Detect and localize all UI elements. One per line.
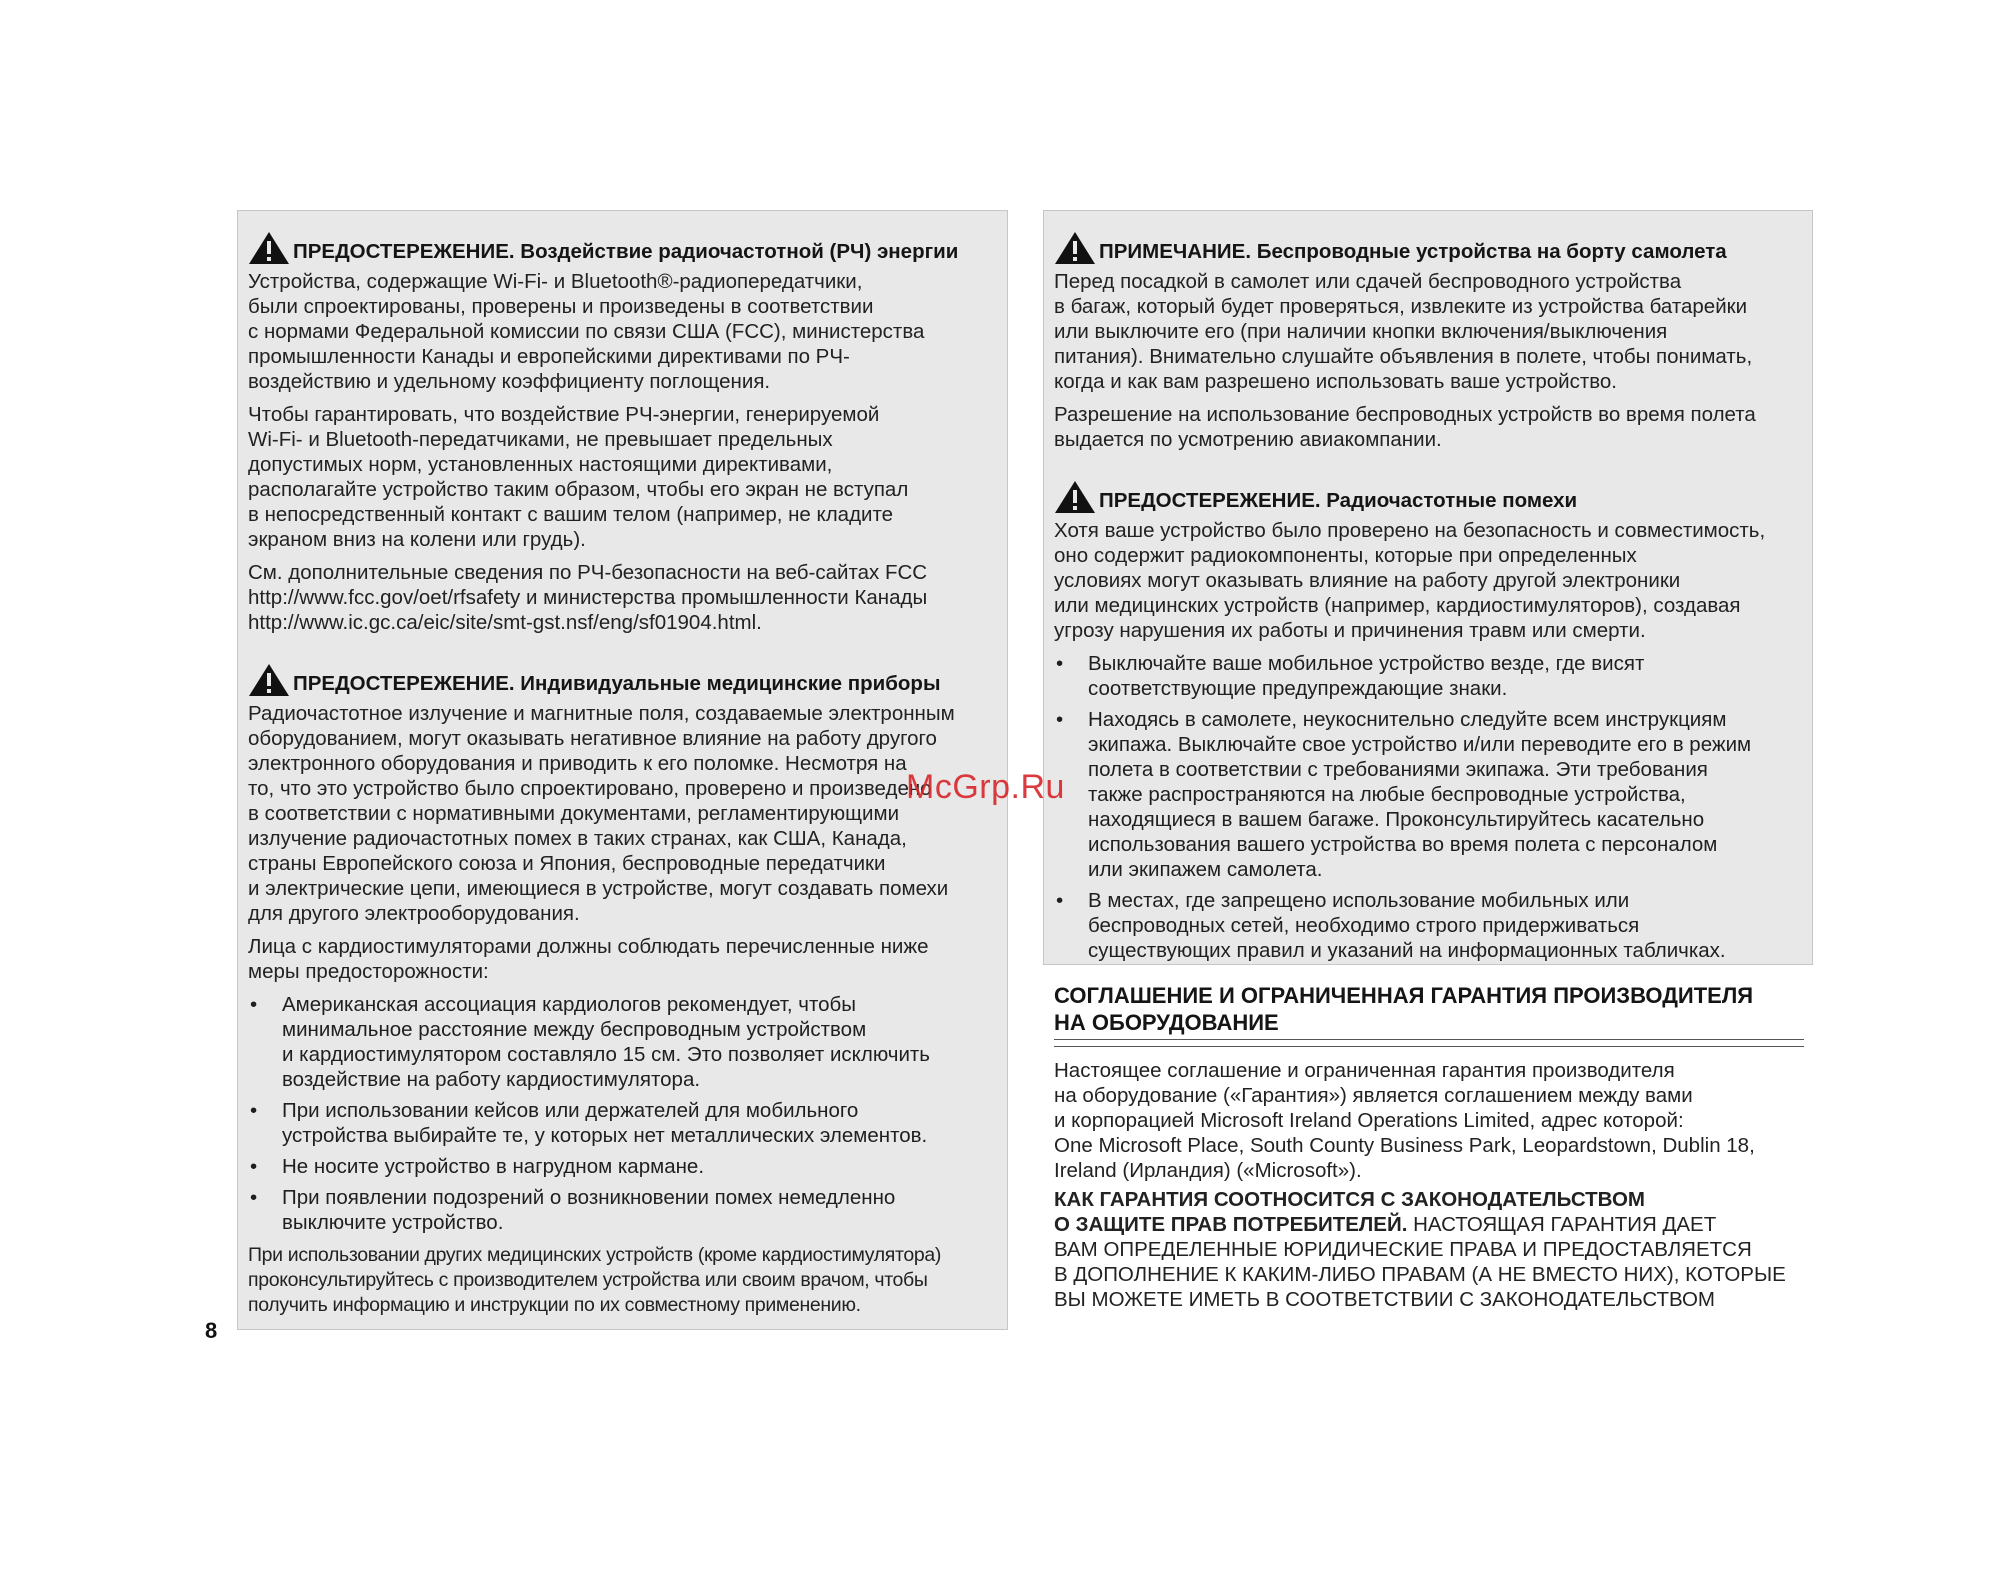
text-line: в багаж, который будет проверяться, извлеките из устройства батарейки	[1054, 295, 1748, 318]
bullet-line: также распространяются на любые беспроводные устройства,	[1088, 783, 1686, 806]
bullet-item	[1054, 888, 1802, 963]
text-line: Перед посадкой в самолет или сдачей беспроводного устройства	[1054, 270, 1682, 293]
text-line: питания). Внимательно слушайте объявления в полете, чтобы понимать,	[1054, 345, 1753, 368]
consumer-law-bold-2: О ЗАЩИТЕ ПРАВ ПОТРЕБИТЕЛЕЙ.	[1054, 1213, 1408, 1236]
text-line: Ireland (Ирландия) («Microsoft»).	[1054, 1159, 1362, 1182]
interference-paragraph-1	[1054, 518, 1802, 643]
bullet-line: минимальное расстояние между беспроводным устройством	[282, 1018, 867, 1041]
bullet-line: полета в соответствии с требованиями экипажа. Эти требования	[1088, 758, 1708, 781]
text-line: получить информацию и инструкции по их совместному применению.	[248, 1294, 861, 1316]
text-line: При использовании других медицинских устройств (кроме кардиостимулятора)	[248, 1244, 941, 1266]
bullet-dot-icon: •	[1056, 708, 1064, 731]
warranty-section-title	[1054, 982, 1804, 1036]
text-line: One Microsoft Place, South County Business Park, Leopardstown, Dublin 18,	[1054, 1134, 1755, 1157]
left-warning-box	[237, 210, 1008, 1330]
bullet-line: соответствующие предупреждающие знаки.	[1088, 677, 1508, 700]
bullet-line: или экипажем самолета.	[1088, 858, 1323, 881]
text-line: на оборудование («Гарантия») является соглашением между вами	[1054, 1084, 1693, 1107]
text-line: оно содержит радиокомпоненты, которые при определенных	[1054, 544, 1637, 567]
text-line: оборудованием, могут оказывать негативное влияние на работу другого	[248, 727, 937, 750]
text-line: допустимых норм, установленных настоящими директивами,	[248, 453, 833, 476]
text-line: Разрешение на использование беспроводных устройств во время полета	[1054, 403, 1756, 426]
warning-triangle-icon	[248, 231, 290, 265]
bullet-dot-icon: •	[250, 1155, 258, 1178]
bullet-line: экипажа. Выключайте свое устройство и/или переводите его в режим	[1088, 733, 1752, 756]
medical-paragraph-2	[248, 934, 997, 984]
text-line: Настоящее соглашение и ограниченная гарантия производителя	[1054, 1059, 1675, 1082]
text-line: См. дополнительные сведения по РЧ-безопасности на веб-сайтах FCC	[248, 561, 928, 584]
text-line: то, что это устройство было спроектировано, проверено и произведено	[248, 777, 932, 800]
medical-paragraph-3	[248, 1243, 997, 1318]
consumer-law-bold-1: КАК ГАРАНТИЯ СООТНОСИТСЯ С ЗАКОНОДАТЕЛЬСТВОМ	[1054, 1188, 1645, 1211]
bullet-line: воздействие на работу кардиостимулятора.	[282, 1068, 701, 1091]
bullet-line: При появлении подозрений о возникновении помех немедленно	[282, 1186, 896, 1209]
text-line: Устройства, содержащие Wi-Fi- и Bluetooth®-радиопередатчики,	[248, 270, 863, 293]
watermark-logo: McGrp.Ru	[906, 768, 1065, 806]
text-line: страны Европейского союза и Япония, беспроводные передатчики	[248, 852, 886, 875]
bullet-line: В местах, где запрещено использование мобильных или	[1088, 889, 1630, 912]
consumer-law-text-1: НАСТОЯЩАЯ ГАРАНТИЯ ДАЕТ	[1407, 1213, 1717, 1236]
text-line: ВАМ ОПРЕДЕЛЕННЫЕ ЮРИДИЧЕСКИЕ ПРАВА И ПРЕДОСТАВЛЯЕТСЯ	[1054, 1238, 1752, 1261]
text-line: промышленности Канады и европейскими директивами по РЧ-	[248, 345, 850, 368]
bullet-item	[1054, 651, 1802, 701]
bullet-item	[248, 1185, 997, 1235]
aircraft-paragraph-1	[1054, 269, 1802, 394]
bullet-line: выключите устройство.	[282, 1211, 504, 1234]
bullet-dot-icon: •	[250, 993, 258, 1016]
text-line: условиях могут оказывать влияние на работу другой электроники	[1054, 569, 1681, 592]
text-line: Лица с кардиостимуляторами должны соблюдать перечисленные ниже	[248, 935, 929, 958]
rf-exposure-heading: ПРЕДОСТЕРЕЖЕНИЕ. Воздействие радиочастотной (РЧ) энергии	[248, 231, 997, 265]
bullet-line: Выключайте ваше мобильное устройство везде, где висят	[1088, 652, 1645, 675]
rf-interference-heading: ПРЕДОСТЕРЕЖЕНИЕ. Радиочастотные помехи	[1054, 480, 1802, 514]
text-line: излучение радиочастотных помех в таких странах, как США, Канада,	[248, 827, 907, 850]
warning-triangle-icon	[1054, 480, 1096, 514]
text-line: СОГЛАШЕНИЕ И ОГРАНИЧЕННАЯ ГАРАНТИЯ ПРОИЗВОДИТЕЛЯ	[1054, 983, 1754, 1008]
text-line: электронного оборудования и приводить к его поломке. Несмотря на	[248, 752, 907, 775]
bullet-line: Не носите устройство в нагрудном кармане.	[282, 1155, 705, 1178]
bullet-dot-icon: •	[1056, 652, 1064, 675]
text-line: ВЫ МОЖЕТЕ ИМЕТЬ В СООТВЕТСТВИИ С ЗАКОНОДАТЕЛЬСТВОМ	[1054, 1288, 1716, 1311]
text-line: в соответствии с нормативными документами, регламентирующими	[248, 802, 900, 825]
bullet-line: Находясь в самолете, неукоснительно следуйте всем инструкциям	[1088, 708, 1727, 731]
bullet-item	[248, 992, 997, 1092]
title-rule-bottom	[1054, 1046, 1804, 1047]
rf-paragraph-3	[248, 560, 997, 635]
text-line: выдается по усмотрению авиакомпании.	[1054, 428, 1442, 451]
pacemaker-bullet-list	[248, 992, 997, 1235]
text-line: Чтобы гарантировать, что воздействие РЧ-энергии, генерируемой	[248, 403, 880, 426]
text-line: http://www.fcc.gov/oet/rfsafety и министерства промышленности Канады	[248, 586, 928, 609]
interference-bullet-list	[1054, 651, 1802, 963]
warning-triangle-icon	[1054, 231, 1096, 265]
text-line: Радиочастотное излучение и магнитные поля, создаваемые электронным	[248, 702, 955, 725]
text-line: воздействию и удельному коэффициенту поглощения.	[248, 370, 771, 393]
text-line: или выключите его (при наличии кнопки включения/выключения	[1054, 320, 1668, 343]
bullet-dot-icon: •	[1056, 889, 1064, 912]
text-line: когда и как вам разрешено использовать ваше устройство.	[1054, 370, 1617, 393]
text-line: располагайте устройство таким образом, чтобы его экран не вступал	[248, 478, 909, 501]
text-line: Хотя ваше устройство было проверено на безопасность и совместимость,	[1054, 519, 1766, 542]
bullet-line: существующих правил и указаний на информационных табличках.	[1088, 939, 1726, 962]
title-rule-top	[1054, 1039, 1804, 1040]
bullet-item	[1054, 707, 1802, 882]
medical-devices-heading: ПРЕДОСТЕРЕЖЕНИЕ. Индивидуальные медицинские приборы	[248, 663, 997, 697]
right-warning-box	[1043, 210, 1813, 965]
text-line: и электрические цепи, имеющиеся в устройстве, могут создавать помехи	[248, 877, 949, 900]
bullet-line: использования вашего устройства во время полета с персоналом	[1088, 833, 1718, 856]
warranty-paragraph-1	[1054, 1058, 1814, 1183]
text-line: экраном вниз на колени или грудь).	[248, 528, 586, 551]
text-line: для другого электрооборудования.	[248, 902, 580, 925]
text-line: или медицинских устройств (например, кардиостимуляторов), создавая	[1054, 594, 1741, 617]
text-line: в непосредственный контакт с вашим телом (например, не кладите	[248, 503, 894, 526]
text-line: угрозу нарушения их работы и причинения травм или смерти.	[1054, 619, 1646, 642]
bullet-line: Американская ассоциация кардиологов рекомендует, чтобы	[282, 993, 857, 1016]
text-line: и корпорацией Microsoft Ireland Operations Limited, адрес которой:	[1054, 1109, 1684, 1132]
text-line: В ДОПОЛНЕНИЕ К КАКИМ-ЛИБО ПРАВАМ (А НЕ ВМЕСТО НИХ), КОТОРЫЕ	[1054, 1263, 1786, 1286]
text-line: НА ОБОРУДОВАНИЕ	[1054, 1010, 1279, 1035]
consumer-law-paragraph	[1054, 1187, 1814, 1312]
text-line: проконсультируйтесь с производителем устройства или своим врачом, чтобы	[248, 1269, 928, 1291]
bullet-line: находящиеся в вашем багаже. Проконсультируйтесь касательно	[1088, 808, 1705, 831]
bullet-dot-icon: •	[250, 1099, 258, 1122]
bullet-item	[248, 1098, 997, 1148]
bullet-line: устройства выбирайте те, у которых нет металлических элементов.	[282, 1124, 928, 1147]
bullet-line: и кардиостимулятором составляло 15 см. Это позволяет исключить	[282, 1043, 930, 1066]
medical-paragraph-1	[248, 701, 997, 926]
text-line: были спроектированы, проверены и произведены в соответствии	[248, 295, 874, 318]
bullet-line: беспроводных сетей, необходимо строго придерживаться	[1088, 914, 1640, 937]
consumer-law-lines	[1054, 1237, 1814, 1312]
rf-paragraph-1	[248, 269, 997, 394]
aircraft-note-heading: ПРИМЕЧАНИЕ. Беспроводные устройства на борту самолета	[1054, 231, 1802, 265]
bullet-item	[248, 1154, 997, 1179]
bullet-dot-icon: •	[250, 1186, 258, 1209]
warning-triangle-icon	[248, 663, 290, 697]
page-number: 8	[205, 1318, 218, 1343]
text-line: с нормами Федеральной комиссии по связи США (FCC), министерства	[248, 320, 925, 343]
rf-paragraph-2	[248, 402, 997, 552]
text-line: http://www.ic.gc.ca/eic/site/smt-gst.nsf/eng/sf01904.html.	[248, 611, 762, 634]
text-line: меры предосторожности:	[248, 960, 489, 983]
aircraft-paragraph-2	[1054, 402, 1802, 452]
text-line: Wi-Fi- и Bluetooth-передатчиками, не превышает предельных	[248, 428, 833, 451]
bullet-line: При использовании кейсов или держателей для мобильного	[282, 1099, 859, 1122]
